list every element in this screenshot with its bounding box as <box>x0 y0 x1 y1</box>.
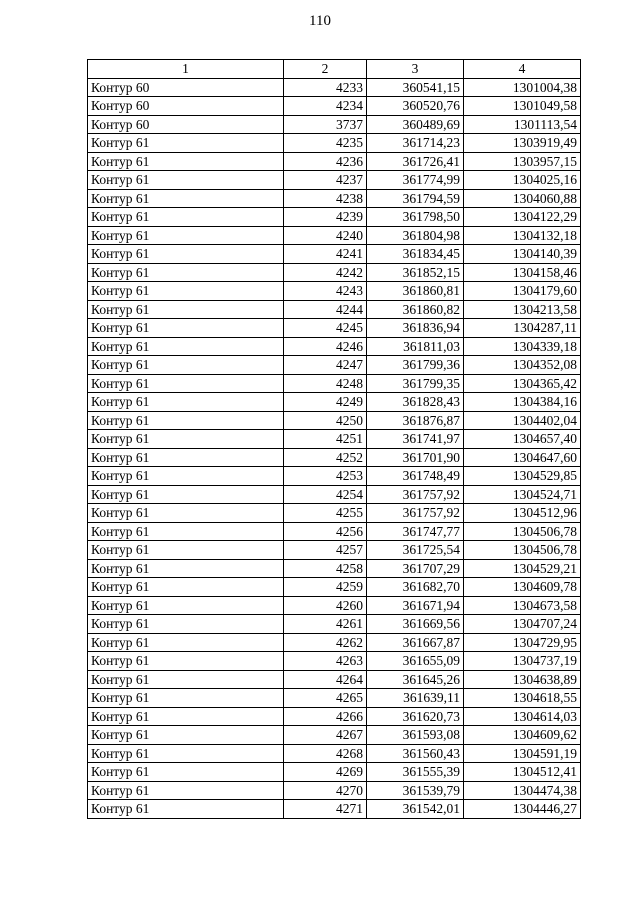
table-row <box>88 356 581 375</box>
point-number-cell: 4264 <box>284 670 367 689</box>
y-coordinate-cell: 1304529,21 <box>464 559 581 578</box>
x-coordinate-cell: 360489,69 <box>367 115 464 134</box>
table-row <box>88 559 581 578</box>
x-coordinate-cell: 361799,35 <box>367 374 464 393</box>
y-coordinate-cell: 1304506,78 <box>464 522 581 541</box>
point-number-cell: 4258 <box>284 559 367 578</box>
point-number-cell: 4245 <box>284 319 367 338</box>
point-number-cell: 4246 <box>284 337 367 356</box>
y-coordinate-cell: 1304132,18 <box>464 226 581 245</box>
table-row <box>88 670 581 689</box>
y-coordinate-cell: 1304158,46 <box>464 263 581 282</box>
table-row <box>88 208 581 227</box>
point-number-cell: 4234 <box>284 97 367 116</box>
y-coordinate-cell: 1303957,15 <box>464 152 581 171</box>
x-coordinate-cell: 361748,49 <box>367 467 464 486</box>
table-row <box>88 189 581 208</box>
table-row <box>88 615 581 634</box>
point-number-cell: 4267 <box>284 726 367 745</box>
x-coordinate-cell: 361741,97 <box>367 430 464 449</box>
y-coordinate-cell: 1304474,38 <box>464 781 581 800</box>
point-number-cell: 4233 <box>284 78 367 97</box>
contour-name-cell: Контур 61 <box>88 800 284 819</box>
contour-name-cell: Контур 61 <box>88 652 284 671</box>
x-coordinate-cell: 361555,39 <box>367 763 464 782</box>
x-coordinate-cell: 361714,23 <box>367 134 464 153</box>
table-row <box>88 319 581 338</box>
y-coordinate-cell: 1304287,11 <box>464 319 581 338</box>
y-coordinate-cell: 1301004,38 <box>464 78 581 97</box>
table-row <box>88 226 581 245</box>
x-coordinate-cell: 361757,92 <box>367 504 464 523</box>
y-coordinate-cell: 1304618,55 <box>464 689 581 708</box>
y-coordinate-cell: 1304352,08 <box>464 356 581 375</box>
y-coordinate-cell: 1304524,71 <box>464 485 581 504</box>
column-header: 4 <box>464 60 581 79</box>
x-coordinate-cell: 361645,26 <box>367 670 464 689</box>
column-header: 2 <box>284 60 367 79</box>
x-coordinate-cell: 361774,99 <box>367 171 464 190</box>
x-coordinate-cell: 361542,01 <box>367 800 464 819</box>
x-coordinate-cell: 361834,45 <box>367 245 464 264</box>
point-number-cell: 4262 <box>284 633 367 652</box>
contour-name-cell: Контур 61 <box>88 633 284 652</box>
table-header-row <box>88 60 581 79</box>
y-coordinate-cell: 1304402,04 <box>464 411 581 430</box>
point-number-cell: 4260 <box>284 596 367 615</box>
contour-name-cell: Контур 61 <box>88 615 284 634</box>
contour-name-cell: Контур 61 <box>88 448 284 467</box>
x-coordinate-cell: 361725,54 <box>367 541 464 560</box>
point-number-cell: 4270 <box>284 781 367 800</box>
y-coordinate-cell: 1304512,41 <box>464 763 581 782</box>
table-row <box>88 781 581 800</box>
x-coordinate-cell: 361539,79 <box>367 781 464 800</box>
y-coordinate-cell: 1304339,18 <box>464 337 581 356</box>
y-coordinate-cell: 1304609,62 <box>464 726 581 745</box>
point-number-cell: 4240 <box>284 226 367 245</box>
table-row <box>88 430 581 449</box>
table-body <box>88 78 581 818</box>
table-row <box>88 522 581 541</box>
contour-name-cell: Контур 61 <box>88 578 284 597</box>
x-coordinate-cell: 361757,92 <box>367 485 464 504</box>
contour-name-cell: Контур 61 <box>88 485 284 504</box>
table-row <box>88 393 581 412</box>
point-number-cell: 4266 <box>284 707 367 726</box>
contour-name-cell: Контур 61 <box>88 744 284 763</box>
table-row <box>88 374 581 393</box>
coordinates-table <box>87 59 581 819</box>
y-coordinate-cell: 1304529,85 <box>464 467 581 486</box>
y-coordinate-cell: 1304737,19 <box>464 652 581 671</box>
contour-name-cell: Контур 61 <box>88 189 284 208</box>
y-coordinate-cell: 1304122,29 <box>464 208 581 227</box>
x-coordinate-cell: 361836,94 <box>367 319 464 338</box>
contour-name-cell: Контур 61 <box>88 337 284 356</box>
x-coordinate-cell: 360520,76 <box>367 97 464 116</box>
y-coordinate-cell: 1304365,42 <box>464 374 581 393</box>
point-number-cell: 4251 <box>284 430 367 449</box>
x-coordinate-cell: 361828,43 <box>367 393 464 412</box>
table-row <box>88 97 581 116</box>
point-number-cell: 4242 <box>284 263 367 282</box>
contour-name-cell: Контур 61 <box>88 670 284 689</box>
point-number-cell: 4268 <box>284 744 367 763</box>
contour-name-cell: Контур 61 <box>88 411 284 430</box>
x-coordinate-cell: 361682,70 <box>367 578 464 597</box>
x-coordinate-cell: 361620,73 <box>367 707 464 726</box>
point-number-cell: 4235 <box>284 134 367 153</box>
point-number-cell: 4271 <box>284 800 367 819</box>
contour-name-cell: Контур 61 <box>88 430 284 449</box>
table-row <box>88 652 581 671</box>
table-row <box>88 578 581 597</box>
y-coordinate-cell: 1304506,78 <box>464 541 581 560</box>
contour-name-cell: Контур 61 <box>88 134 284 153</box>
x-coordinate-cell: 361669,56 <box>367 615 464 634</box>
y-coordinate-cell: 1301113,54 <box>464 115 581 134</box>
point-number-cell: 4247 <box>284 356 367 375</box>
point-number-cell: 4265 <box>284 689 367 708</box>
table-row <box>88 411 581 430</box>
y-coordinate-cell: 1304060,88 <box>464 189 581 208</box>
contour-name-cell: Контур 61 <box>88 541 284 560</box>
x-coordinate-cell: 361804,98 <box>367 226 464 245</box>
x-coordinate-cell: 361726,41 <box>367 152 464 171</box>
y-coordinate-cell: 1304140,39 <box>464 245 581 264</box>
point-number-cell: 4254 <box>284 485 367 504</box>
x-coordinate-cell: 361747,77 <box>367 522 464 541</box>
table-row <box>88 337 581 356</box>
x-coordinate-cell: 361701,90 <box>367 448 464 467</box>
point-number-cell: 4252 <box>284 448 367 467</box>
point-number-cell: 4261 <box>284 615 367 634</box>
contour-name-cell: Контур 61 <box>88 726 284 745</box>
y-coordinate-cell: 1301049,58 <box>464 97 581 116</box>
contour-name-cell: Контур 61 <box>88 781 284 800</box>
table-row <box>88 78 581 97</box>
contour-name-cell: Контур 60 <box>88 78 284 97</box>
contour-name-cell: Контур 61 <box>88 522 284 541</box>
point-number-cell: 4237 <box>284 171 367 190</box>
point-number-cell: 4256 <box>284 522 367 541</box>
y-coordinate-cell: 1304729,95 <box>464 633 581 652</box>
point-number-cell: 4244 <box>284 300 367 319</box>
point-number-cell: 3737 <box>284 115 367 134</box>
contour-name-cell: Контур 61 <box>88 689 284 708</box>
y-coordinate-cell: 1304591,19 <box>464 744 581 763</box>
table-row <box>88 541 581 560</box>
contour-name-cell: Контур 61 <box>88 319 284 338</box>
table-row <box>88 115 581 134</box>
table-row <box>88 448 581 467</box>
table-row <box>88 171 581 190</box>
y-coordinate-cell: 1304707,24 <box>464 615 581 634</box>
point-number-cell: 4250 <box>284 411 367 430</box>
x-coordinate-cell: 361860,81 <box>367 282 464 301</box>
y-coordinate-cell: 1304673,58 <box>464 596 581 615</box>
point-number-cell: 4241 <box>284 245 367 264</box>
point-number-cell: 4238 <box>284 189 367 208</box>
contour-name-cell: Контур 61 <box>88 282 284 301</box>
y-coordinate-cell: 1304638,89 <box>464 670 581 689</box>
point-number-cell: 4257 <box>284 541 367 560</box>
x-coordinate-cell: 360541,15 <box>367 78 464 97</box>
contour-name-cell: Контур 61 <box>88 393 284 412</box>
table-row <box>88 800 581 819</box>
contour-name-cell: Контур 61 <box>88 504 284 523</box>
table-row <box>88 689 581 708</box>
x-coordinate-cell: 361671,94 <box>367 596 464 615</box>
page-number: 110 <box>309 13 331 29</box>
y-coordinate-cell: 1304179,60 <box>464 282 581 301</box>
contour-name-cell: Контур 60 <box>88 115 284 134</box>
table-row <box>88 300 581 319</box>
point-number-cell: 4253 <box>284 467 367 486</box>
contour-name-cell: Контур 61 <box>88 707 284 726</box>
y-coordinate-cell: 1304384,16 <box>464 393 581 412</box>
point-number-cell: 4263 <box>284 652 367 671</box>
contour-name-cell: Контур 61 <box>88 263 284 282</box>
contour-name-cell: Контур 61 <box>88 374 284 393</box>
x-coordinate-cell: 361876,87 <box>367 411 464 430</box>
table-row <box>88 763 581 782</box>
contour-name-cell: Контур 61 <box>88 559 284 578</box>
y-coordinate-cell: 1304609,78 <box>464 578 581 597</box>
column-header: 1 <box>88 60 284 79</box>
x-coordinate-cell: 361799,36 <box>367 356 464 375</box>
y-coordinate-cell: 1304647,60 <box>464 448 581 467</box>
x-coordinate-cell: 361655,09 <box>367 652 464 671</box>
contour-name-cell: Контур 61 <box>88 300 284 319</box>
x-coordinate-cell: 361639,11 <box>367 689 464 708</box>
contour-name-cell: Контур 60 <box>88 97 284 116</box>
y-coordinate-cell: 1304512,96 <box>464 504 581 523</box>
point-number-cell: 4259 <box>284 578 367 597</box>
y-coordinate-cell: 1304614,03 <box>464 707 581 726</box>
contour-name-cell: Контур 61 <box>88 208 284 227</box>
x-coordinate-cell: 361667,87 <box>367 633 464 652</box>
point-number-cell: 4236 <box>284 152 367 171</box>
table-row <box>88 263 581 282</box>
table-row <box>88 485 581 504</box>
column-header: 3 <box>367 60 464 79</box>
table-row <box>88 726 581 745</box>
x-coordinate-cell: 361560,43 <box>367 744 464 763</box>
point-number-cell: 4249 <box>284 393 367 412</box>
table-row <box>88 504 581 523</box>
table-row <box>88 152 581 171</box>
contour-name-cell: Контур 61 <box>88 467 284 486</box>
table-row <box>88 134 581 153</box>
contour-name-cell: Контур 61 <box>88 245 284 264</box>
contour-name-cell: Контур 61 <box>88 596 284 615</box>
table-row <box>88 467 581 486</box>
contour-name-cell: Контур 61 <box>88 226 284 245</box>
table-row <box>88 744 581 763</box>
point-number-cell: 4255 <box>284 504 367 523</box>
y-coordinate-cell: 1303919,49 <box>464 134 581 153</box>
y-coordinate-cell: 1304446,27 <box>464 800 581 819</box>
contour-name-cell: Контур 61 <box>88 356 284 375</box>
point-number-cell: 4248 <box>284 374 367 393</box>
table-row <box>88 707 581 726</box>
y-coordinate-cell: 1304025,16 <box>464 171 581 190</box>
table-row <box>88 633 581 652</box>
y-coordinate-cell: 1304213,58 <box>464 300 581 319</box>
x-coordinate-cell: 361707,29 <box>367 559 464 578</box>
table-row <box>88 245 581 264</box>
point-number-cell: 4243 <box>284 282 367 301</box>
x-coordinate-cell: 361798,50 <box>367 208 464 227</box>
contour-name-cell: Контур 61 <box>88 152 284 171</box>
point-number-cell: 4269 <box>284 763 367 782</box>
point-number-cell: 4239 <box>284 208 367 227</box>
contour-name-cell: Контур 61 <box>88 763 284 782</box>
table-row <box>88 596 581 615</box>
x-coordinate-cell: 361811,03 <box>367 337 464 356</box>
y-coordinate-cell: 1304657,40 <box>464 430 581 449</box>
x-coordinate-cell: 361593,08 <box>367 726 464 745</box>
x-coordinate-cell: 361852,15 <box>367 263 464 282</box>
x-coordinate-cell: 361860,82 <box>367 300 464 319</box>
x-coordinate-cell: 361794,59 <box>367 189 464 208</box>
table-row <box>88 282 581 301</box>
contour-name-cell: Контур 61 <box>88 171 284 190</box>
